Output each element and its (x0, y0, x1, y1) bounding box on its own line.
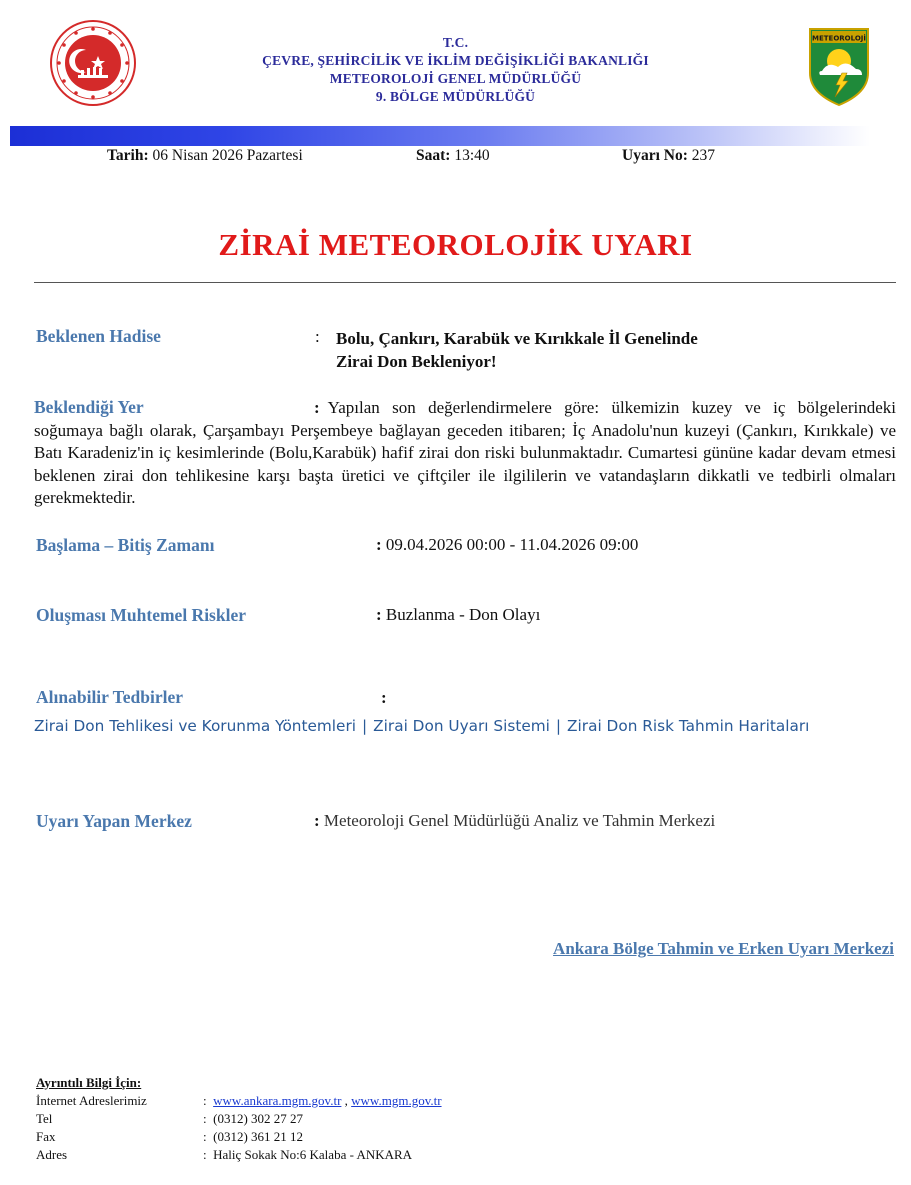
meteoroloji-shield-logo (808, 27, 870, 107)
footer-fax-label: Fax (36, 1129, 56, 1144)
issuer-value: Meteoroloji Genel Müdürlüğü Analiz ve Tahmin Merkezi (323, 811, 716, 830)
measure-link-protection[interactable]: Zirai Don Tehlikesi ve Korunma Yöntemleri (34, 717, 357, 735)
measure-links: Zirai Don Tehlikesi ve Korunma Yöntemleri | Zirai Don Uyarı Sistemi | Zirai Don Risk Tahmin Haritaları (34, 717, 810, 735)
footer-address-label: Adres (36, 1147, 68, 1162)
measures-colon: : (381, 688, 387, 707)
footer-heading: Ayrıntılı Bilgi İçin: (36, 1075, 142, 1090)
ankara-center-link[interactable]: Ankara Bölge Tahmin ve Erken Uyarı Merkezi (553, 939, 894, 958)
time-range-label: Başlama – Bitiş Zamanı (36, 535, 215, 555)
date-label: Tarih: (107, 147, 149, 164)
footer-tel-label: Tel (36, 1111, 53, 1126)
header-ministry: ÇEVRE, ŞEHİRCİLİK VE İKLİM DEĞİŞİKLİĞİ BAKANLIĞI (262, 53, 649, 68)
title-divider (34, 282, 896, 283)
footer-tel-row: : (0312) 302 27 27 (203, 1111, 304, 1126)
warning-number-value: 237 (691, 147, 715, 164)
meta-date (107, 147, 303, 165)
footer-address-row: : Haliç Sokak No:6 Kalaba - ANKARA (203, 1147, 413, 1162)
footer-web-link-mgm[interactable]: www.mgm.gov.tr (351, 1093, 442, 1108)
footer-address-value: Haliç Sokak No:6 Kalaba - ANKARA (213, 1147, 413, 1162)
time-range-value: 09.04.2026 00:00 - 11.04.2026 09:00 (385, 535, 639, 554)
expected-place-paragraph: Beklendiği Yer : Yapılan son değerlendirmelere göre: ülkemizin kuzey ve iç bölgelerindeki soğumaya bağlı olarak, Çarşambayı Perşembeye bağlayan geceden itibaren; İç Anadolu'nun kuzeyi (Çankırı, Kırıkkale) ve Batı Karadeniz'in iç kesimlerinde (Bolu,Karabük) hafif zirai don riski bulunmaktadır. Cumartesi gününe kadar devam etmesi beklenen zirai don tehlikesine karşı başta üretici ve çiftçiler ile ilgililerin ve vatandaşların dikkatli ve tedbirli olmaları gerekmektedir. (34, 397, 896, 507)
issuer-row: : Meteoroloji Genel Müdürlüğü Analiz ve Tahmin Merkezi (314, 811, 716, 830)
date-value: 06 Nisan 2026 Pazartesi (152, 147, 303, 164)
measure-link-warning-system[interactable]: Zirai Don Uyarı Sistemi (373, 717, 550, 735)
shield-logo-text: METEOROLOJİ (812, 34, 866, 43)
footer-web-row: : www.ankara.mgm.gov.tr , www.mgm.gov.tr (203, 1093, 442, 1108)
expected-place-text: Yapılan son değerlendirmelere göre: ülkemizin kuzey ve iç bölgelerindeki soğumaya bağlı olarak, Çarşambayı Perşembeye bağlayan geceden itibaren; İç Anadolu'nun kuzeyi (Çankırı, Kırıkkale) ve Batı Karadeniz'in iç kesimlerinde (Bolu,Karabük) hafif zirai don riski bulunmaktadır. Cumartesi gününe kadar devam etmesi beklenen zirai don tehlikesine karşı başta üretici ve çiftçiler ile ilgililerin ve vatandaşların dikkatli ve tedbirli olmaları gerekmektedir. (34, 398, 896, 507)
header-region: 9. BÖLGE MÜDÜRLÜĞÜ (375, 89, 536, 104)
measures-label: Alınabilir Tedbirler (36, 687, 183, 707)
expected-event-line1: Bolu, Çankırı, Karabük ve Kırıkkale İl Genelinde (336, 329, 698, 348)
meta-time (416, 147, 490, 165)
time-range-row: : 09.04.2026 00:00 - 11.04.2026 09:00 (376, 535, 639, 554)
footer-web-link-ankara[interactable]: www.ankara.mgm.gov.tr (213, 1093, 342, 1108)
expected-event-label: Beklenen Hadise (36, 326, 161, 346)
footer-web-label: İnternet Adreslerimiz (36, 1093, 147, 1108)
footer-fax-row: : (0312) 361 21 12 (203, 1129, 304, 1144)
risks-label: Oluşması Muhtemel Riskler (36, 605, 246, 625)
expected-event-colon: : (315, 327, 320, 346)
issuer-label: Uyarı Yapan Merkez (36, 811, 192, 831)
header-directorate: METEOROLOJİ GENEL MÜDÜRLÜĞÜ (329, 71, 582, 86)
time-label: Saat: (416, 147, 451, 164)
measure-link-risk-maps[interactable]: Zirai Don Risk Tahmin Haritaları (567, 717, 810, 735)
risks-value: Buzlanma - Don Olayı (385, 605, 541, 624)
expected-place-label: Beklendiği Yer (34, 397, 144, 417)
warning-number-label: Uyarı No: (622, 147, 688, 164)
time-value: 13:40 (454, 147, 490, 164)
page-title: ZİRAİ METEOROLOJİK UYARI (218, 227, 693, 262)
meta-warning-number (622, 147, 715, 165)
header-tc: T.C. (442, 35, 469, 50)
expected-event-line2: Zirai Don Bekleniyor! (336, 352, 497, 371)
footer-tel-value: (0312) 302 27 27 (213, 1111, 304, 1126)
footer-web-sep: , (344, 1093, 348, 1108)
expected-event-value (336, 327, 698, 373)
risks-row: : Buzlanma - Don Olayı (376, 605, 541, 624)
header-gradient-bar (10, 126, 870, 146)
footer-fax-value: (0312) 361 21 12 (213, 1129, 304, 1144)
